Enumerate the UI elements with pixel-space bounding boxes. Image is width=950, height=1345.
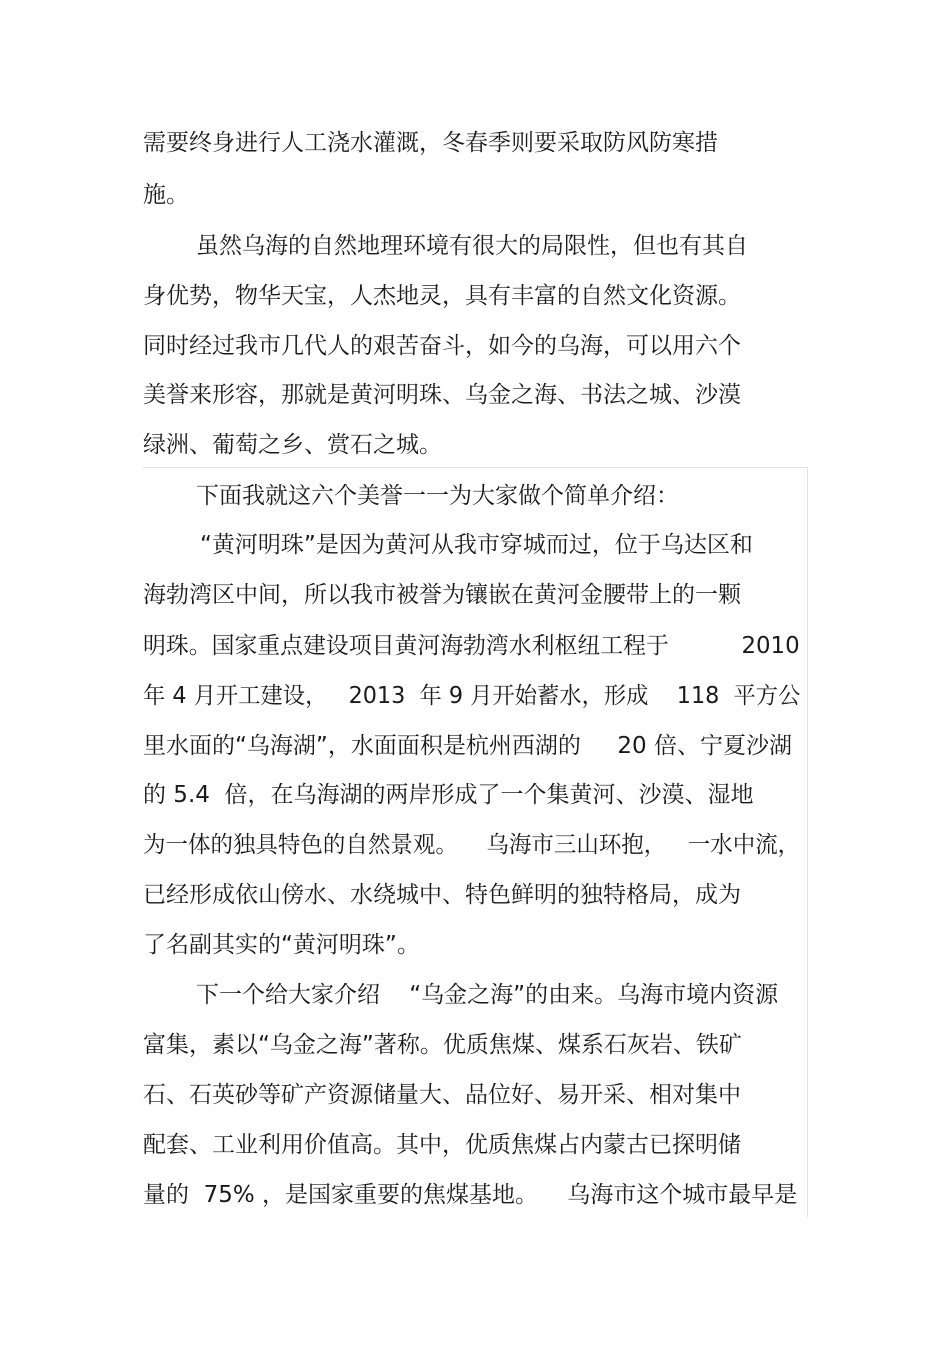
text-line: 年 4 月开工建设， 2013 年 9 月开始蓄水，形成 118 平方公 bbox=[143, 683, 801, 709]
text-line: “黄河明珠”是因为黄河从我市穿城而过，位于乌达区和 bbox=[200, 532, 753, 558]
text-line: 为一体的独具特色的自然景观。 乌海市三山环抱， 一水中流， bbox=[143, 832, 801, 858]
text-line: 配套、工业利用价值高。其中，优质焦煤占内蒙古已探明储 bbox=[143, 1132, 741, 1158]
text-line: 施。 bbox=[143, 182, 189, 208]
text-line: 已经形成依山傍水、水绕城中、特色鲜明的独特格局，成为 bbox=[143, 882, 741, 908]
text-line: 身优势，物华天宝，人杰地灵，具有丰富的自然文化资源。 bbox=[143, 283, 741, 309]
text-line: 里水面的“乌海湖”，水面面积是杭州西湖的 20 倍、宁夏沙湖 bbox=[143, 733, 792, 759]
text-line: 了名副其实的“黄河明珠”。 bbox=[143, 932, 420, 958]
text-line: 下一个给大家介绍 “乌金之海”的由来。乌海市境内资源 bbox=[196, 982, 779, 1008]
text-line: 量的 75% ，是国家重要的焦煤基地。 乌海市这个城市最早是 bbox=[143, 1182, 798, 1208]
text-line: 明珠。国家重点建设项目黄河海勃湾水利枢纽工程于 2010 bbox=[143, 633, 800, 659]
text-line: 石、石英砂等矿产资源储量大、品位好、易开采、相对集中 bbox=[143, 1082, 741, 1108]
text-line: 的 5.4 倍，在乌海湖的两岸形成了一个集黄河、沙漠、湿地 bbox=[143, 782, 754, 808]
text-line: 虽然乌海的自然地理环境有很大的局限性，但也有其自 bbox=[196, 233, 748, 259]
text-line: 同时经过我市几代人的艰苦奋斗，如今的乌海，可以用六个 bbox=[143, 333, 741, 359]
text-line: 绿洲、葡萄之乡、赏石之城。 bbox=[143, 432, 442, 458]
text-line: 海勃湾区中间，所以我市被誉为镶嵌在黄河金腰带上的一颗 bbox=[143, 582, 741, 608]
text-line: 需要终身进行人工浇水灌溉，冬春季则要采取防风防寒措 bbox=[143, 130, 718, 156]
text-line: 下面我就这六个美誉一一为大家做个简单介绍： bbox=[196, 483, 679, 509]
text-line: 富集，素以“乌金之海”著称。优质焦煤、煤系石灰岩、铁矿 bbox=[143, 1032, 742, 1058]
text-line: 美誉来形容，那就是黄河明珠、乌金之海、书法之城、沙漠 bbox=[143, 382, 741, 408]
